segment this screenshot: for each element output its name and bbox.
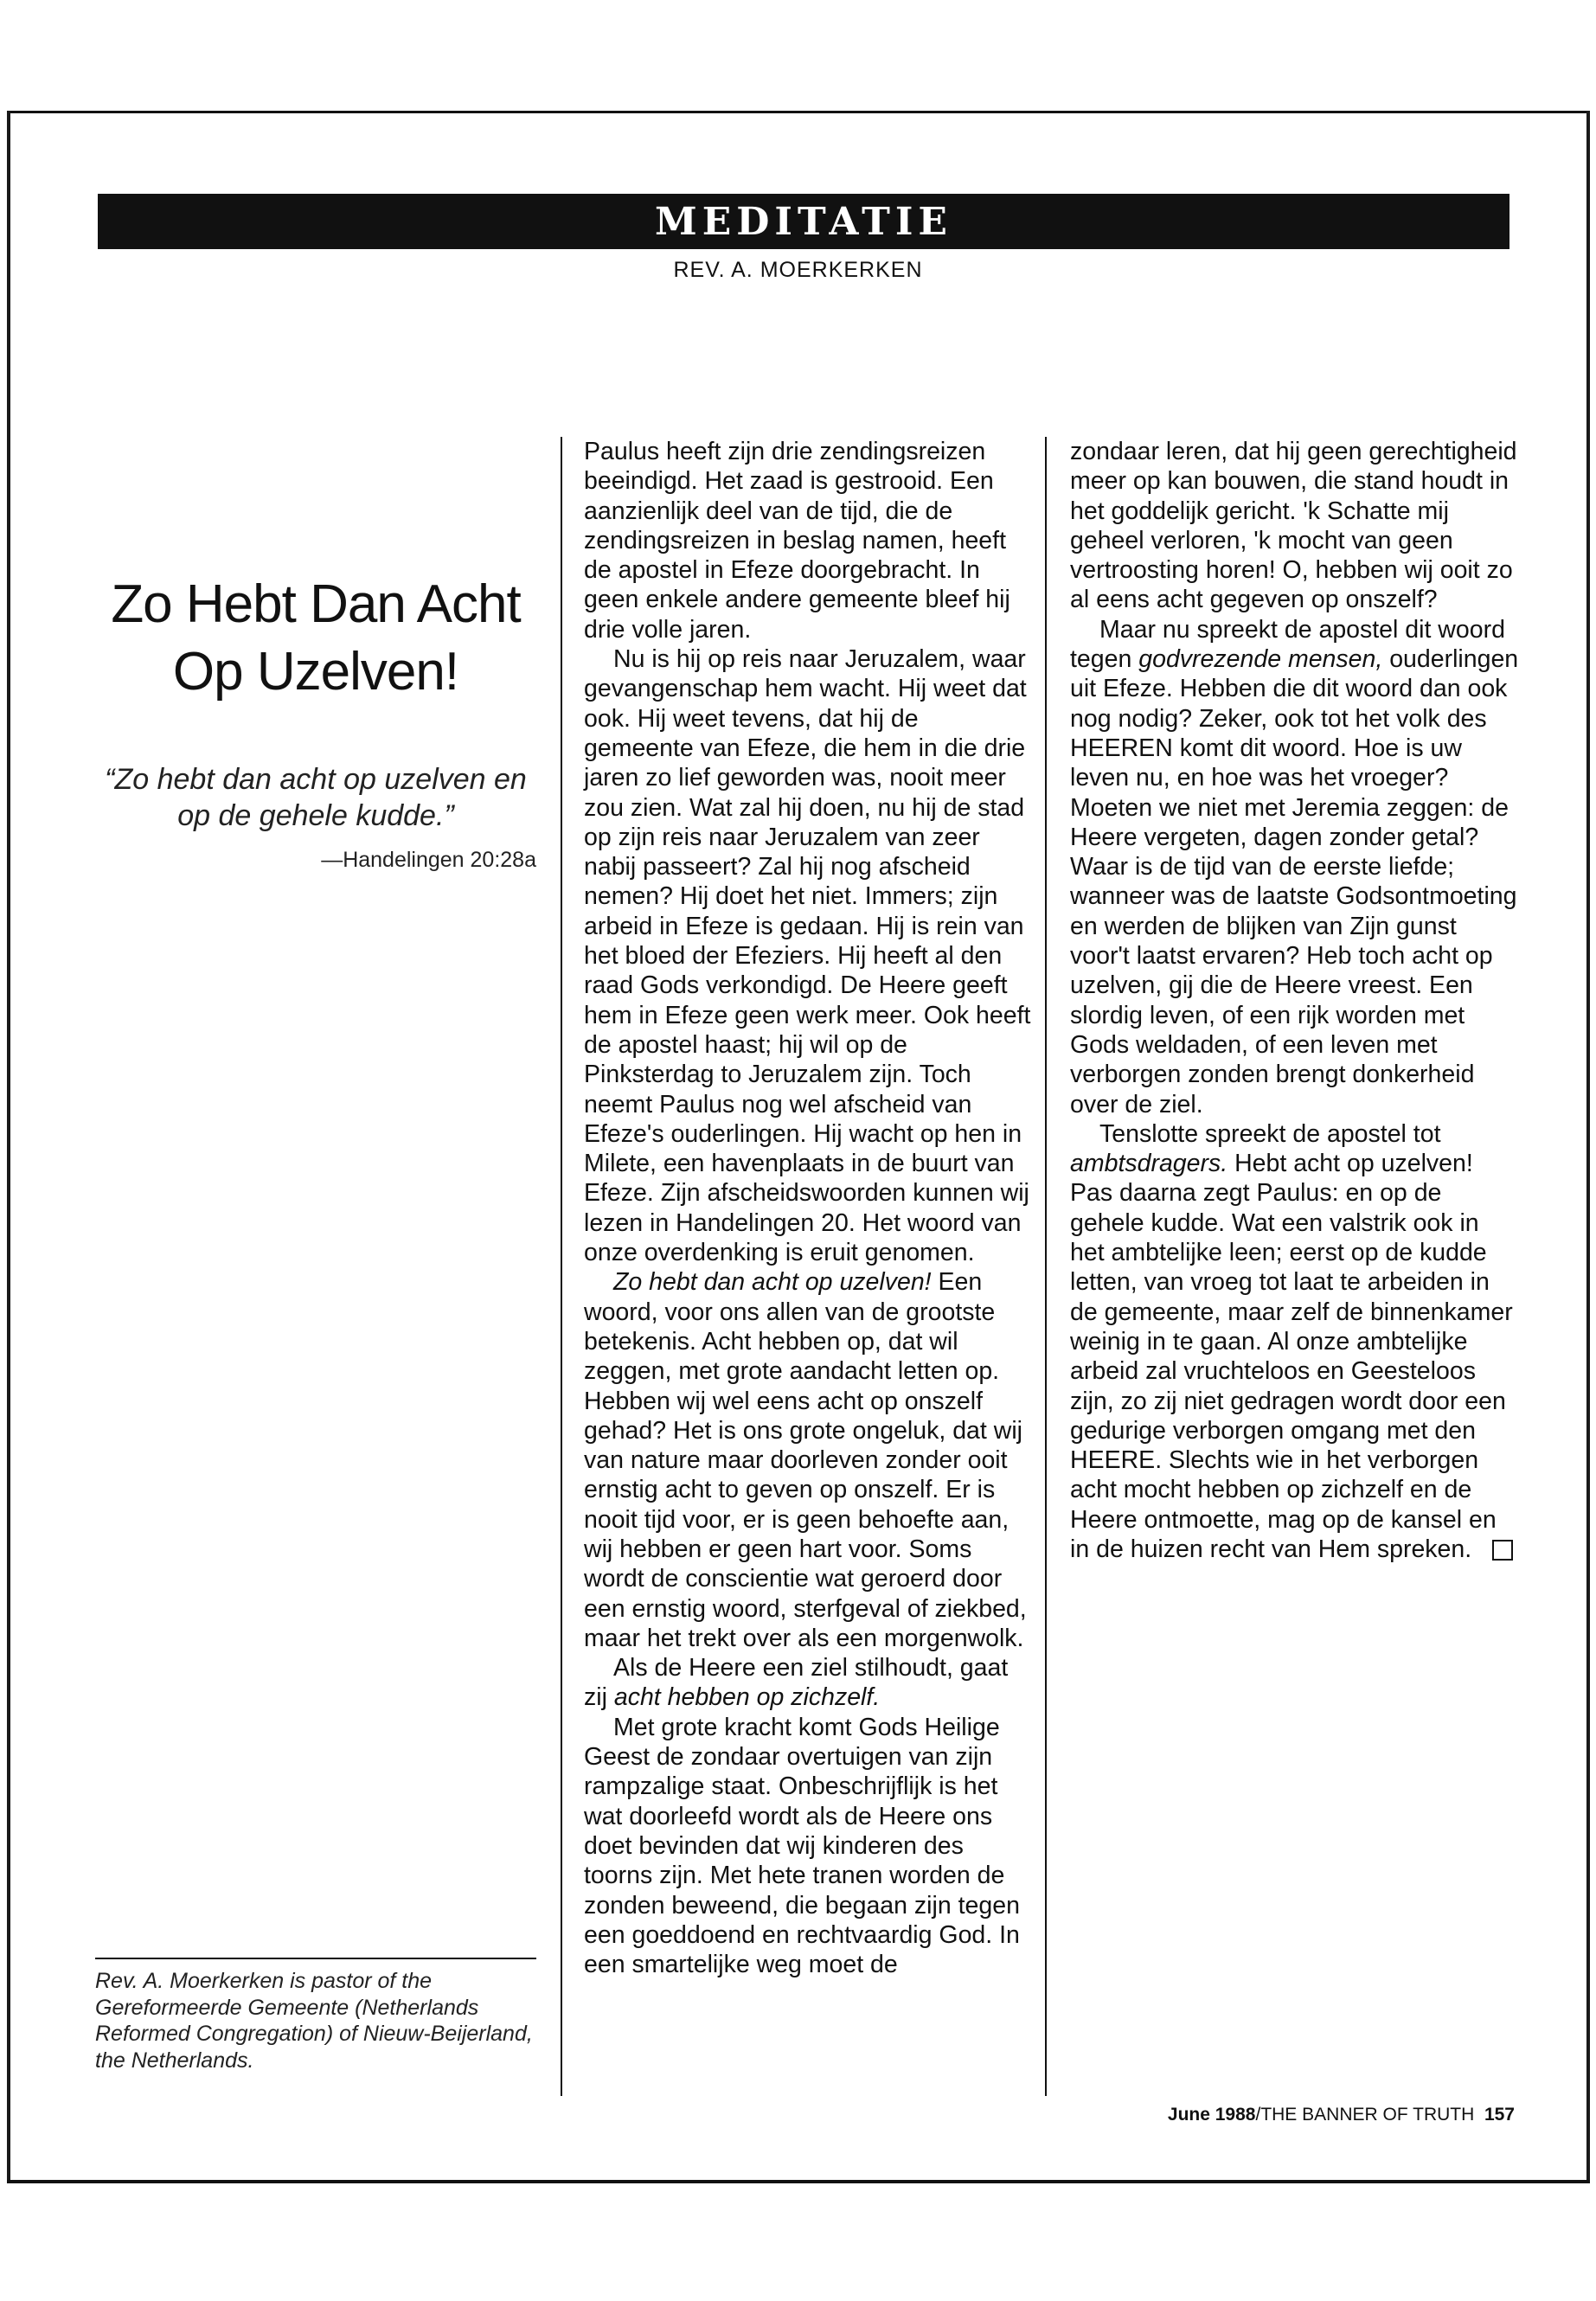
paragraph [1070,615,1520,1119]
right-border [1586,111,1590,2183]
paragraph [1070,1119,1520,1564]
column-divider [561,437,562,2096]
text-column-right [1070,437,1520,1564]
publication-name: /THE BANNER OF TRUTH [1255,2105,1475,2125]
left-border [7,111,10,2183]
paragraph-text: Hebt acht op uzelven! Pas daarna zegt Paulus: en op de gehele kudde. Wat een valstrik ook in het ambtelijke leen; eerst op de kudde letten, van vroeg tot laat te arbeiden in de gemeente, maar zelf de binnenkamer weinig in te gaan. Al onze ambtelijke arbeid zal vruchteloos en Geesteloos zijn, zo zij niet gedragen wordt door een gedurige verborgen omgang met den HEERE. Slechts wie in het verborgen acht mocht hebben op zichzelf en de Heere ontmoette, mag op de kansel en in de huizen recht van Hem spreken. [1070,1150,1513,1563]
paragraph: zondaar leren, dat hij geen gerechtigheid meer op kan bouwen, die stand houdt in het goddelijk gericht. 'k Schatte mij geheel verloren, 'k mocht van geen vertroosting horen! O, hebben wij ooit zo al eens acht gegeven op onszelf? [1070,438,1517,614]
bio-divider [95,1958,536,1959]
page-footer [1168,2105,1515,2125]
paragraph: Paulus heeft zijn drie zendingsreizen beeindigd. Het zaad is gestrooid. Een aanzienlijk deel van de tijd, die de zendingsreizen in beslag namen, heeft de apostel in Efeze doorgebracht. In geen enkele andere gemeente bleef hij drie volle jaren. [584,438,1010,644]
section-title: MEDITATIE [655,199,952,244]
end-mark-icon [1492,1540,1513,1561]
paragraph [584,1267,1034,1653]
article-title: Zo Hebt Dan Acht Op Uzelven! [111,574,521,702]
page-number: 157 [1484,2105,1515,2125]
emphasis: godvrezende mensen, [1138,645,1383,674]
emphasis: Zo hebt dan acht op uzelven! [613,1268,932,1297]
paragraph [584,1653,1034,1713]
scripture-quote: “Zo hebt dan acht op uzelven en op de gehele kudde.” [105,763,527,832]
author-bio: Rev. A. Moerkerken is pastor of the Gereformeerde Gemeente (Netherlands Reformed Congregation) of Nieuw-Beijerland, the Netherlands. [95,1969,533,2073]
text-column-middle [584,437,1034,1979]
emphasis: acht hebben op zichzelf. [613,1683,881,1712]
paragraph: Met grote kracht komt Gods Heilige Geest de zondaar overtuigen van zijn rampzalige staat. Onbeschrijflijk is het wat doorleefd wordt als de Heere ons doet bevinden dat wij kinderen des toorns zijn. Met hete tranen worden de zonden beweend, die begaan zijn tegen een goeddoend en rechtvaardig God. In een smartelijke weg moet de [584,1713,1020,1979]
paragraph-text: Als de Heere een ziel stilhoudt, gaat zij [584,1654,1009,1712]
scripture-reference: —Handelingen 20:28a [321,848,536,872]
bottom-border [7,2180,1590,2183]
issue-date: June 1988 [1167,2105,1256,2125]
emphasis: ambtsdragers. [1070,1150,1228,1178]
paragraph-text: ouderlingen uit Efeze. Hebben die dit woord dan ook nog nodig? Zeker, ook tot het volk des HEEREN komt dit woord. Hoe is uw leven nu, en hoe was het vroeger? Moeten we niet met Jeremia zeggen: de Heere vergeten, dagen zonder getal? Waar is de tijd van de eerste liefde; wanneer was de laatste Godsontmoeting en werden de blijken van Zijn gunst voor't laatst ervaren? Heb toch acht op uzelven, gij die de Heere vreest. Een slordig leven, of een rijk worden met Gods weldaden, of een leven met verborgen zonden brengt donkerheid over de ziel. [1070,645,1519,1118]
paragraph-text: Tenslotte spreekt de apostel tot [1099,1119,1441,1148]
column-divider [1045,437,1047,2096]
section-header-bar [98,194,1509,249]
paragraph: Nu is hij op reis naar Jeruzalem, waar gevangenschap hem wacht. Hij weet dat ook. Hij weet tevens, dat hij de gemeente van Efeze, die hem in die drie jaren zo lief geworden was, nooit meer zou zien. Wat zal hij doen, nu hij de stad op zijn reis naar Jeruzalem van zeer nabij passeert? Zal hij nog afscheid nemen? Hij doet het niet. Immers; zijn arbeid in Efeze is gedaan. Hij is rein van het bloed der Efeziers. Hij heeft al den raad Gods verkondigd. De Heere geeft hem in Efeze geen werk meer. Ook heeft de apostel haast; hij wil op de Pinksterdag to Jeruzalem zijn. Toch neemt Paulus nog wel afscheid van Efeze's ouderlingen. Hij wacht op hen in Milete, een havenplaats in de buurt van Efeze. Zijn afscheidswoorden kunnen wij lezen in Handelingen 20. Het woord van onze overdenking is eruit genomen. [584,645,1031,1267]
author-byline: REV. A. MOERKERKEN [673,258,923,282]
top-border [7,111,1590,113]
paragraph-text: Een woord, voor ons allen van de grootste betekenis. Acht hebben op, dat wil zeggen, met grote aandacht letten op. Hebben wij wel eens acht op onszelf gehad? Het is ons grote ongeluk, dat wij van nature maar doorleven zonder ooit ernstig acht to geven op onszelf. Er is nooit tijd voor, er is geen behoefte aan, wij hebben er geen hart voor. Soms wordt de conscientie wat geroerd door een ernstig woord, sterfgeval of ziekbed, maar het trekt over als een morgenwolk. [584,1268,1027,1652]
paragraph-text: Maar nu spreekt de apostel dit woord tegen [1070,615,1505,674]
